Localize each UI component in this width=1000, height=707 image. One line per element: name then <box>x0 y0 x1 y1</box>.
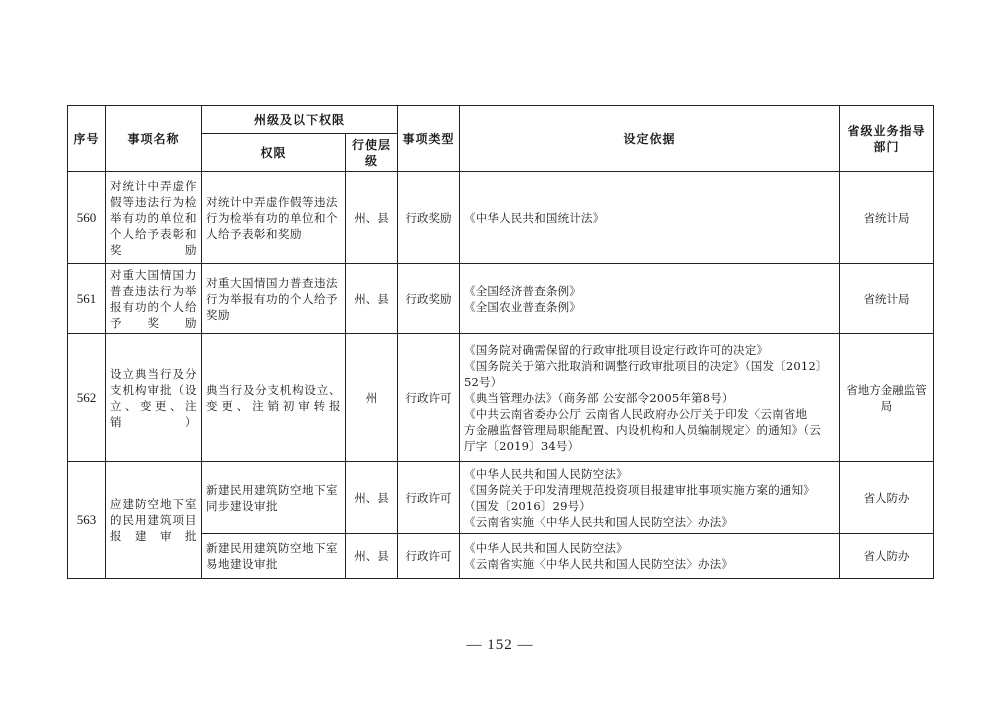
row-authority: 新建民用建筑防空地下室易地建设审批 <box>202 534 346 579</box>
header-seq: 序号 <box>68 106 106 172</box>
table-row <box>68 334 934 462</box>
row-basis <box>460 264 840 334</box>
row-dept: 省统计局 <box>840 172 934 264</box>
table-row <box>68 264 934 334</box>
row-basis <box>460 334 840 462</box>
header-dept: 省级业务指导部门 <box>840 106 934 172</box>
row-basis <box>460 172 840 264</box>
basis-line: 厅字〔2019〕34号） <box>464 438 580 453</box>
row-level: 州 <box>346 334 398 462</box>
row-type: 行政奖励 <box>398 264 460 334</box>
basis-line: 《国务院关于印发清理规范投资项目报建审批事项实施方案的通知》 <box>464 482 816 497</box>
basis-line: 《云南省实施〈中华人民共和国人民防空法〉办法》 <box>464 514 734 529</box>
row-name: 设立典当行及分支机构审批（设立、变更、注销） <box>106 334 202 462</box>
matters-table <box>67 105 934 579</box>
row-type: 行政奖励 <box>398 172 460 264</box>
basis-line: 方金融监督管理局职能配置、内设机构和人员编制规定〉的通知》（云 <box>464 422 821 437</box>
row-level: 州、县 <box>346 172 398 264</box>
header-type: 事项类型 <box>398 106 460 172</box>
row-authority: 对统计中弄虚作假等违法行为检举有功的单位和个人给予表彰和奖励 <box>202 172 346 264</box>
basis-line: 《全国经济普查条例》 <box>464 283 582 298</box>
row-seq: 563 <box>68 462 106 579</box>
table-row <box>68 462 934 534</box>
header-level: 行使层级 <box>346 134 398 172</box>
basis-line: 《中华人民共和国人民防空法》 <box>464 541 628 555</box>
row-dept: 省人防办 <box>840 462 934 534</box>
basis-line: 《云南省实施〈中华人民共和国人民防空法〉办法》 <box>464 557 734 571</box>
row-type: 行政许可 <box>398 334 460 462</box>
row-level: 州、县 <box>346 534 398 579</box>
row-name: 对重大国情国力普查违法行为举报有功的个人给予奖励 <box>106 264 202 334</box>
basis-line: 《国务院对确需保留的行政审批项目设定行政许可的决定》 <box>464 342 769 357</box>
row-type: 行政许可 <box>398 462 460 534</box>
basis-line: 《国务院关于第六批取消和调整行政审批项目的决定》（国发〔2012〕 <box>464 358 828 373</box>
row-dept: 省地方金融监管局 <box>840 334 934 462</box>
row-name: 应建防空地下室的民用建筑项目报建审批 <box>106 462 202 579</box>
basis-line: 《中共云南省委办公厅 云南省人民政府办公厅关于印发〈云南省地 <box>464 406 808 421</box>
basis-line: 《中华人民共和国统计法》 <box>464 210 605 225</box>
row-seq: 561 <box>68 264 106 334</box>
basis-line: 《中华人民共和国人民防空法》 <box>464 466 628 481</box>
row-basis <box>460 534 840 579</box>
header-authority-group: 州级及以下权限 <box>202 106 398 134</box>
row-authority: 新建民用建筑防空地下室同步建设审批 <box>202 462 346 534</box>
header-name: 事项名称 <box>106 106 202 172</box>
row-level: 州、县 <box>346 264 398 334</box>
row-basis <box>460 462 840 534</box>
row-seq: 562 <box>68 334 106 462</box>
row-level: 州、县 <box>346 462 398 534</box>
row-dept: 省统计局 <box>840 264 934 334</box>
row-dept: 省人防办 <box>840 534 934 579</box>
basis-line: 《全国农业普查条例》 <box>464 299 582 314</box>
header-authority: 权限 <box>202 134 346 172</box>
basis-line: 《典当管理办法》（商务部 公安部令2005年第8号） <box>464 390 734 405</box>
table-row <box>68 172 934 264</box>
row-type: 行政许可 <box>398 534 460 579</box>
header-basis: 设定依据 <box>460 106 840 172</box>
row-seq: 560 <box>68 172 106 264</box>
page-number: — 152 — <box>466 637 534 653</box>
basis-line: 52号） <box>464 374 503 389</box>
basis-line: （国发〔2016〕29号） <box>464 498 592 513</box>
row-name: 对统计中弄虚作假等违法行为检举有功的单位和个人给予表彰和奖励 <box>106 172 202 264</box>
row-authority: 对重大国情国力普查违法行为举报有功的个人给予奖励 <box>202 264 346 334</box>
row-authority: 典当行及分支机构设立、变更、注销初审转报 <box>202 334 346 462</box>
